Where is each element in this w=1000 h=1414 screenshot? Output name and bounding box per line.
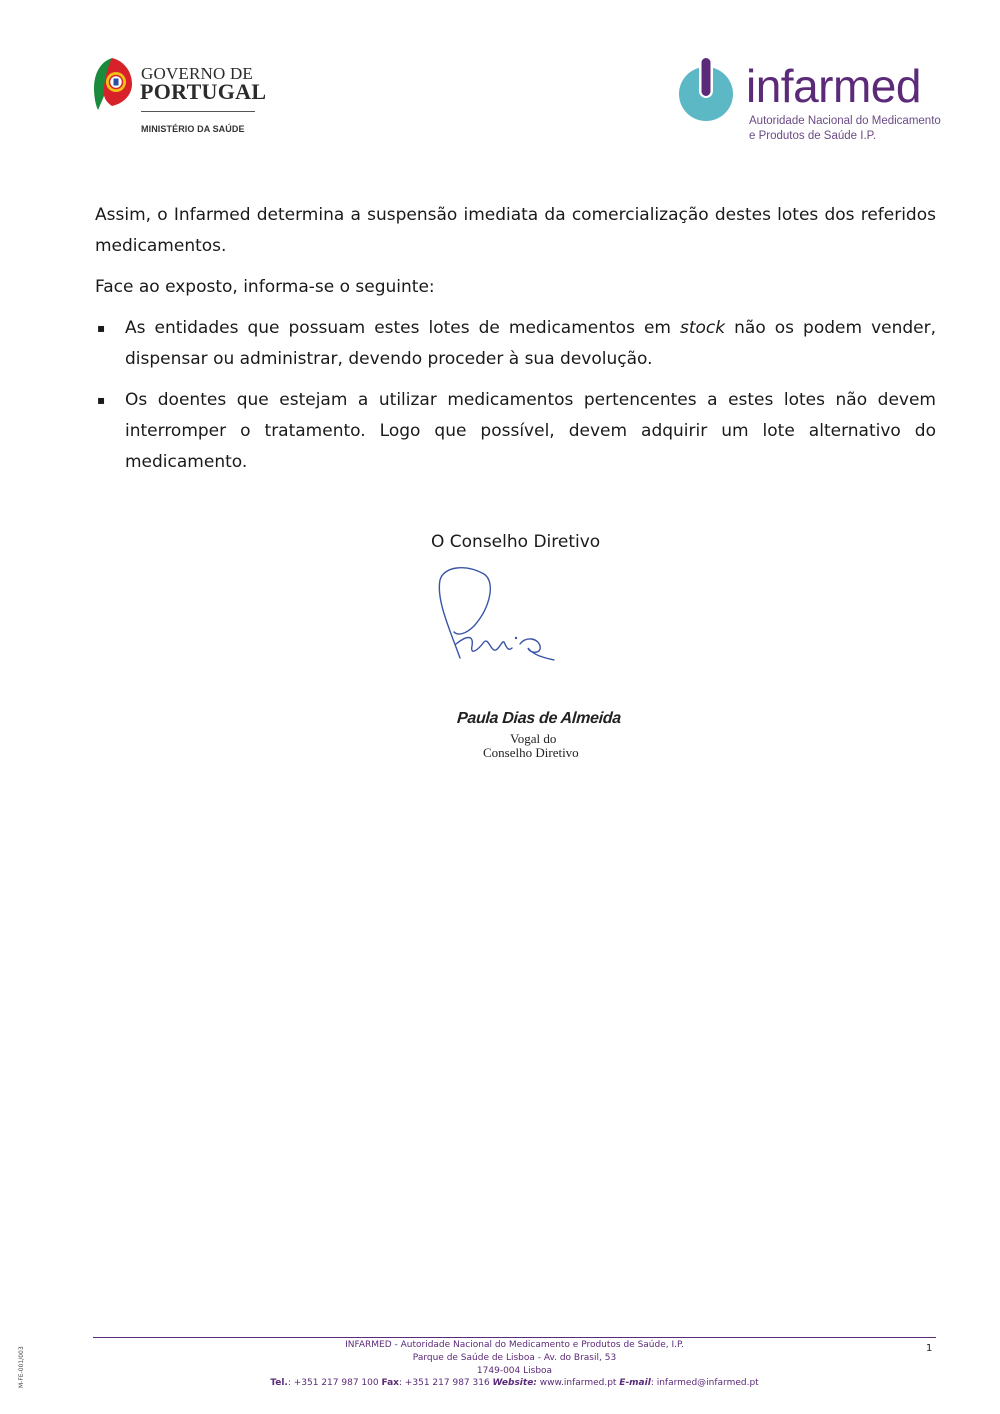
signatory-name: Paula Dias de Almeida (456, 710, 622, 727)
footer-postcode: 1749-004 Lisboa (476, 1365, 553, 1376)
website-link[interactable]: www.infarmed.pt (536, 1378, 620, 1389)
signatory-role-line2: Conselho Diretivo (483, 745, 579, 760)
bullet-list (95, 313, 936, 478)
footer-divider (93, 1337, 936, 1338)
bullet-text: Os doentes que estejam a utilizar medicamentos pertencentes a estes lotes não devem interromper o tratamento. Logo que possível, devem adquirir um lote alternativo do medicamento. (125, 390, 936, 472)
infarmed-power-symbol-icon (676, 56, 738, 122)
governo-de-portugal-logo (92, 56, 267, 138)
bullet-text-before: As entidades que possuam estes lotes de medicamentos em (125, 318, 680, 338)
tel-label: Tel. (270, 1378, 288, 1389)
footer-address: Parque de Saúde de Lisboa - Av. do Brasil, 53 (412, 1352, 617, 1363)
email-label: E-mail (619, 1378, 651, 1389)
infarmed-subtitle-line2: e Produtos de Saúde I.P. (749, 130, 877, 142)
footer-organization: INFARMED - Autoridade Nacional do Medicamento e Produtos de Saúde, I.P. (345, 1340, 684, 1350)
bullet-item-patients (95, 385, 936, 478)
bullet-item-entities (95, 313, 936, 375)
signoff-board: O Conselho Diretivo (431, 532, 601, 552)
infarmed-wordmark: infarmed (746, 60, 921, 112)
website-label: Website: (492, 1378, 537, 1389)
tel-value: : +351 217 987 100 (287, 1378, 382, 1389)
portuguese-coat-of-arms-icon (92, 56, 134, 112)
document-body (95, 200, 936, 488)
gov-logo-line1: GOVERNO DE (141, 64, 254, 83)
infarmed-subtitle-line1: Autoridade Nacional do Medicamento (749, 115, 941, 127)
bullet-marker: ▪ (97, 393, 106, 407)
bullet-marker: ▪ (97, 321, 106, 335)
paragraph-suspension: Assim, o Infarmed determina a suspensão imediata da comercialização destes lotes dos referidos medicamentos. (95, 205, 936, 256)
signatory-role-line1: Vogal do (510, 731, 557, 746)
footer-contacts (93, 1377, 936, 1390)
bullet-text-italic: stock (680, 318, 726, 338)
gov-logo-line2: PORTUGAL (140, 79, 267, 104)
fax-label: Fax (381, 1378, 399, 1389)
fax-value: : +351 217 987 316 (398, 1378, 493, 1389)
ministry-label: MINISTÉRIO DA SAÚDE (141, 124, 245, 134)
handwritten-signature (430, 560, 570, 670)
footer (93, 1339, 936, 1390)
gov-logo-divider (141, 111, 255, 112)
email-link[interactable]: : infarmed@infarmed.pt (650, 1378, 759, 1389)
page-number: 1 (926, 1343, 933, 1354)
form-code: M-FE-001/003 (18, 1346, 25, 1388)
infarmed-logo (676, 56, 941, 148)
bullet-text-after: não os podem vender, dispensar ou administrar, devendo proceder à sua devolução. (125, 318, 937, 369)
paragraph-intro: Face ao exposto, informa-se o seguinte: (95, 277, 435, 297)
